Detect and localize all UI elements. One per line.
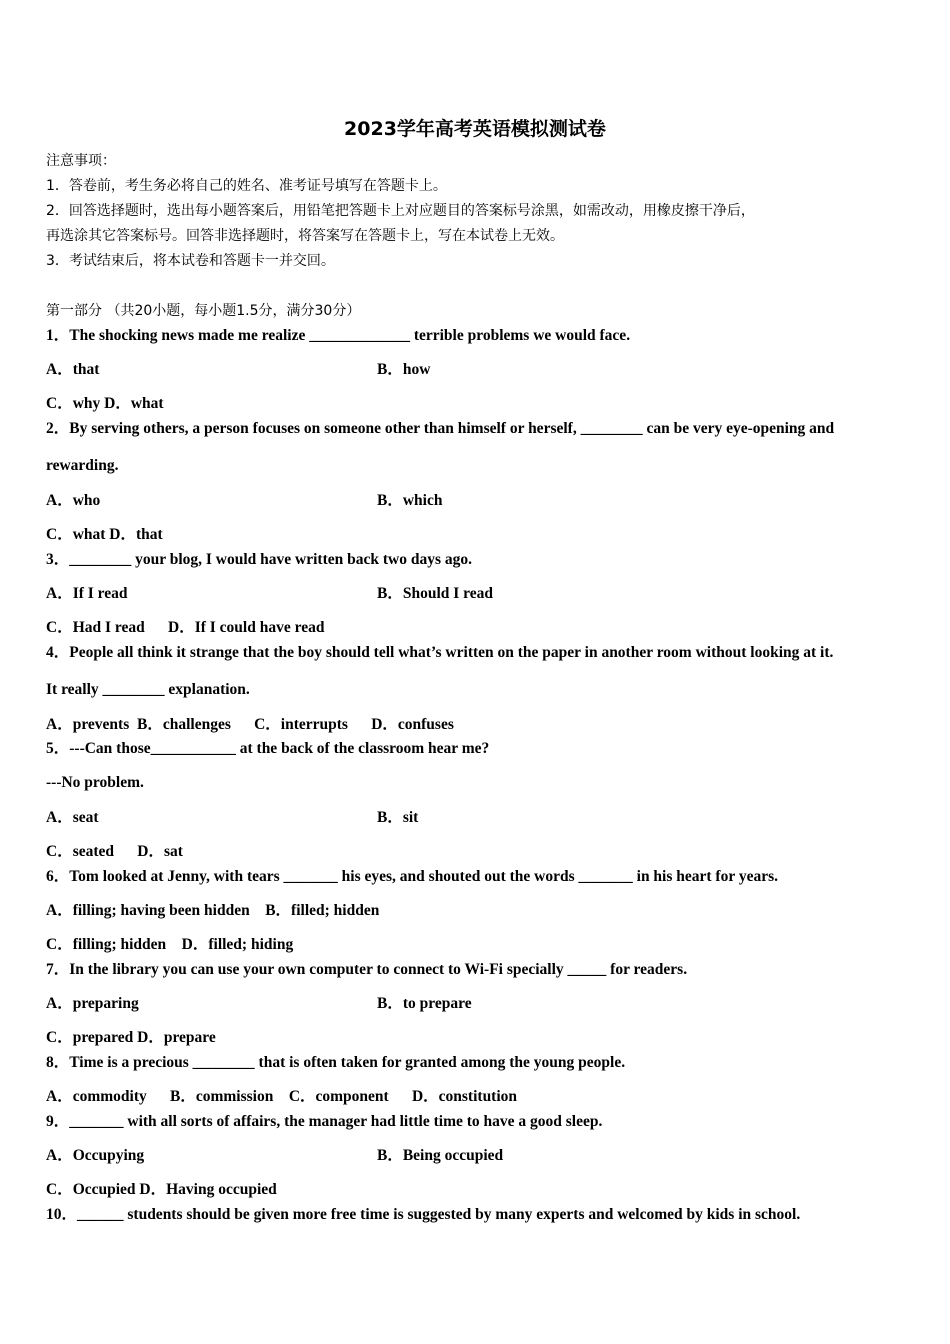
- question-1-stem: 1．The shocking news made me realize _____________ terrible problems we would face.: [46, 327, 631, 344]
- section-heading: 第一部分 （共20小题，每小题1.5分，满分30分）: [46, 303, 361, 319]
- notice-item-2-cont: 再选涂其它答案标号。回答非选择题时，将答案写在答题卡上，写在本试卷上无效。: [46, 228, 564, 244]
- question-5-options-cd: C．seated D．sat: [46, 843, 183, 860]
- question-6-stem: 6．Tom looked at Jenny, with tears _______ his eyes, and shouted out the words _______ in his heart for years.: [46, 868, 778, 885]
- question-3-option-a: A．If I read: [46, 585, 128, 602]
- question-10-stem: 10．______ students should be given more free time is suggested by many experts and welcomed by kids in school.: [46, 1206, 801, 1223]
- question-9-option-b: B．Being occupied: [377, 1147, 504, 1164]
- question-2-option-a: A．who: [46, 492, 101, 509]
- question-1-option-b: B．how: [377, 361, 431, 378]
- notice-heading: 注意事项：: [46, 153, 116, 169]
- question-5-stem: 5．---Can those___________ at the back of the classroom hear me?: [46, 740, 490, 757]
- question-6-options-ab: A．filling; having been hidden B．filled; hidden: [46, 902, 380, 919]
- question-7-option-a: A．preparing: [46, 995, 139, 1012]
- question-5-option-a: A．seat: [46, 809, 99, 826]
- question-7-option-b: B．to prepare: [377, 995, 472, 1012]
- question-1-option-a: A．that: [46, 361, 100, 378]
- question-2-stem-cont: rewarding.: [46, 457, 119, 474]
- question-2-options-cd: C．what D．that: [46, 526, 163, 543]
- question-9-options-cd: C．Occupied D．Having occupied: [46, 1181, 277, 1198]
- question-2-option-b: B．which: [377, 492, 443, 509]
- question-2-stem: 2．By serving others, a person focuses on someone other than himself or herself, ________ can be very eye-opening and: [46, 420, 835, 437]
- question-8-stem: 8．Time is a precious ________ that is often taken for granted among the young people.: [46, 1054, 626, 1071]
- question-4-options: A．prevents B．challenges C．interrupts D．confuses: [46, 716, 454, 733]
- question-6-options-cd: C．filling; hidden D．filled; hiding: [46, 936, 294, 953]
- question-3-option-b: B．Should I read: [377, 585, 494, 602]
- question-7-options-cd: C．prepared D．prepare: [46, 1029, 216, 1046]
- question-4-stem: 4．People all think it strange that the boy should tell what’s written on the paper in another room without looking at it.: [46, 644, 834, 661]
- question-7-stem: 7．In the library you can use your own computer to connect to Wi-Fi specially _____ for readers.: [46, 961, 688, 978]
- question-3-stem: 3．________ your blog, I would have written back two days ago.: [46, 551, 473, 568]
- question-9-stem: 9．_______ with all sorts of affairs, the manager had little time to have a good sleep.: [46, 1113, 603, 1130]
- notice-item-3: 3．考试结束后，将本试卷和答题卡一并交回。: [46, 253, 335, 269]
- notice-item-2: 2．回答选择题时，选出每小题答案后，用铅笔把答题卡上对应题目的答案标号涂黑，如需改动，用橡皮擦干净后，: [46, 203, 755, 219]
- question-9-option-a: A．Occupying: [46, 1147, 145, 1164]
- question-4-stem-cont: It really ________ explanation.: [46, 681, 250, 698]
- question-5-option-b: B．sit: [377, 809, 419, 826]
- question-3-options-cd: C．Had I read D．If I could have read: [46, 619, 325, 636]
- notice-item-1: 1．答卷前，考生务必将自己的姓名、准考证号填写在答题卡上。: [46, 178, 447, 194]
- page-title: 2023学年高考英语模拟测试卷: [344, 118, 606, 140]
- question-5-reply: ---No problem.: [46, 774, 144, 791]
- question-8-options: A．commodity B．commission C．component D．constitution: [46, 1088, 518, 1105]
- question-1-options-cd: C．why D．what: [46, 395, 164, 412]
